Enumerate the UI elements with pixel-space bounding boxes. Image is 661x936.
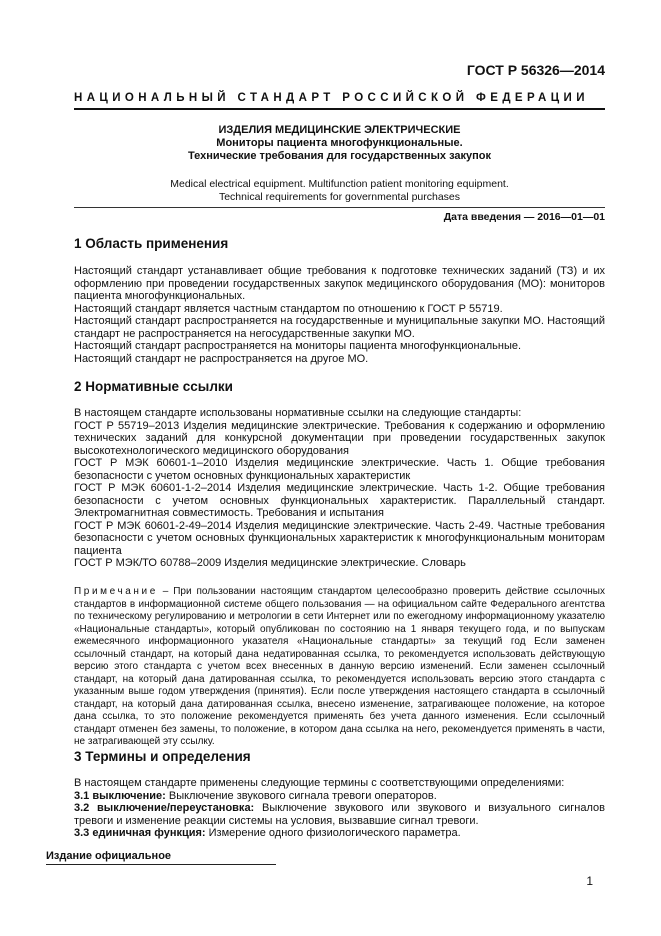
paragraph: Настоящий стандарт является частным стандартом по отношению к ГОСТ Р 55719. [74, 302, 503, 315]
paragraph: В настоящем стандарте применены следующие термины с соответствующими определениями: [74, 777, 565, 789]
introduction-date: Дата введения — 2016—01—01 [443, 211, 605, 223]
term-item [74, 790, 605, 803]
paragraph: Настоящий стандарт не распространяется на другое МО. [74, 352, 369, 365]
paragraph: В настоящем стандарте использованы нормативные ссылки на следующие стандарты: [74, 407, 522, 419]
reference-item: ГОСТ Р 55719–2013 Изделия медицинские электрические. Требования к содержанию и оформлению технических заданий для конкурсной документации при проведении государственных закупок высокотехнологического медицинского оборудования [74, 419, 605, 457]
reference-note [74, 586, 605, 749]
english-title-line-1: Medical electrical equipment. Multifunction patient monitoring equipment. [170, 178, 509, 190]
reference-item: ГОСТ Р МЭК 60601-1-2–2014 Изделия медицинские электрические. Часть 1-2. Общие требования безопасности с учетом основных функциональных характеристик. Параллельный стандарт. Электромагнитная совместимость. Требования и испытания [74, 482, 605, 519]
paragraph: Настоящий стандарт устанавливает общие требования к подготовке технических заданий (ТЗ) и их оформлению при проведении государственных закупок медицинского оборудования (МО): мониторов пациента многофункциональных. [74, 265, 605, 302]
section-2-body [74, 407, 605, 570]
english-title-line-2: Technical requirements for governmental purchases [218, 190, 461, 203]
section-1-heading: 1 Область применения [74, 236, 229, 251]
edition-label: Издание официальное [46, 850, 172, 862]
date-rule [74, 207, 605, 208]
paragraph: Настоящий стандарт распространяется на мониторы пациента многофункциональные. [74, 340, 522, 352]
section-1-body [74, 265, 605, 365]
reference-item: ГОСТ Р МЭК 60601-2-49–2014 Изделия медицинские электрические. Часть 2-49. Частные требования безопасности с учетом основных функциональных характеристик к многофункциональным мониторам пациента [74, 519, 605, 557]
term-definition: Выключение звукового или звукового и визуального сигналов тревоги и изменение реакции системы на условия, вызвавшие сигнал тревоги. [74, 802, 606, 827]
term-definition: Выключение звукового сигнала тревоги операторов. [165, 789, 437, 802]
title-line-2: Мониторы пациента многофункциональные. [216, 137, 463, 149]
page-number: 1 [586, 874, 593, 888]
reference-item: ГОСТ Р МЭК 60601-1–2010 Изделия медицинские электрические. Часть 1. Общие требования безопасности с учетом основных функциональных характеристик [74, 457, 605, 482]
section-2-heading: 2 Нормативные ссылки [74, 379, 233, 394]
national-standard-banner: НАЦИОНАЛЬНЫЙ СТАНДАРТ РОССИЙСКОЙ ФЕДЕРАЦИИ [74, 92, 589, 104]
note-text: – При пользовании настоящим стандартом целесообразно проверить действие ссылочных стандартов в информационной системе общего пользования — на официальном сайте Федерального агентства по техническому регулированию и метрологии в сети Интернет или по ежегодному информационному указателю «Национальные стандарты», который опубликован по состоянию на 1 января текущего года, и по выпускам ежемесячного информационного указателя «Национальные стандарты» за текущий год Если заменен ссылочный стандарт, на который дана недатированная ссылка, то рекомендуется использовать действующую версию этого стандарта с учетом всех внесенных в данную версию изменений. Если заменен ссылочный стандарт, на который дана датированная ссылка, то рекомендуется использовать версию этого стандарта с указанным выше годом утверждения (принятия). Если после утверждения настоящего стандарта в ссылочный стандарт, на который дана датированная ссылка, внесено изменение, затрагивающее положение, на которое дана ссылка, то это положение рекомендуется применять без учета данного изменения. Если ссылочный стандарт отменен без замены, то положение, в котором дана ссылка на него, рекомендуется применять в части, не затрагивающей эту ссылку. [74, 586, 605, 747]
footer-rule [46, 864, 276, 865]
title-line-1: ИЗДЕЛИЯ МЕДИЦИНСКИЕ ЭЛЕКТРИЧЕСКИЕ [218, 124, 461, 136]
term-item [74, 827, 605, 840]
title-line-3: Технические требования для государственных закупок [187, 150, 492, 162]
term-name: 3.1 выключение: [74, 789, 166, 802]
document-id: ГОСТ Р 56326—2014 [466, 62, 605, 78]
section-3-body [74, 777, 605, 840]
section-3-heading: 3 Термины и определения [74, 749, 251, 764]
english-title [74, 178, 605, 203]
term-item [74, 802, 605, 827]
paragraph: Настоящий стандарт распространяется на государственные и муниципальные закупки МО. Настоящий стандарт не распространяется на негосударственные закупки МО. [74, 315, 605, 340]
header-rule [74, 108, 605, 110]
term-name: 3.2 выключение/переустановка: [74, 802, 255, 814]
term-name: 3.3 единичная функция: [74, 827, 206, 839]
reference-item: ГОСТ Р МЭК/ТО 60788–2009 Изделия медицинские электрические. Словарь [74, 557, 466, 569]
document-title [74, 124, 605, 163]
note-label: Примечание [74, 586, 158, 597]
term-definition: Измерение одного физиологического параметра. [205, 827, 461, 839]
